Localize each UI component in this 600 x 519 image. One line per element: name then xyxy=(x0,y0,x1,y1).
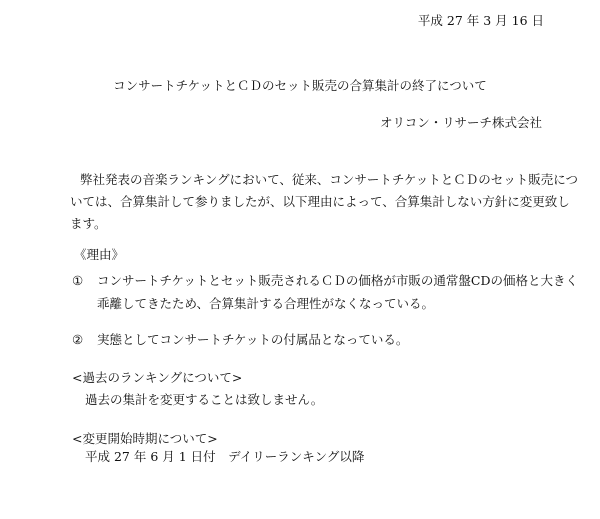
reason-1-line-2: 乖離してきたため、合算集計する合理性がなくなっている。 xyxy=(97,296,435,311)
body-paragraph-line-2-text: いては、合算集計して参りましたが、以下理由によって、合算集計しない方針に変更致し xyxy=(70,194,570,209)
document-title: コンサートチケットとＣＤのセット販売の合算集計の終了について xyxy=(113,78,487,93)
company-name: オリコン・リサーチ株式会社 xyxy=(379,115,542,130)
reasons-heading: 《理由》 xyxy=(74,247,125,262)
body-paragraph-line-1: 弊社発表の音楽ランキングにおいて、従来、コンサートチケットとＣＤのセット販売につ xyxy=(80,172,579,187)
reason-2-line-1: 実態としてコンサートチケットの付属品となっている。 xyxy=(97,332,409,347)
past-ranking-heading: <過去のランキングについて> xyxy=(72,370,243,385)
start-date-body: 平成 27 年 6 月 1 日付 デイリーランキング以降 xyxy=(85,449,365,464)
body-paragraph-line-3: ます。 xyxy=(70,216,107,231)
past-ranking-body: 過去の集計を変更することは致しません。 xyxy=(85,392,324,407)
reason-1-line-1: コンサートチケットとセット販売されるＣＤの価格が市販の通常盤CDの価格と大きく xyxy=(97,273,578,288)
start-date-heading: <変更開始時期について> xyxy=(72,431,218,446)
document-date: 平成 27 年 3 月 16 日 xyxy=(417,13,544,28)
body-paragraph-line-2 xyxy=(70,194,570,210)
reason-2-marker: ② xyxy=(72,332,84,347)
reason-1-marker: ① xyxy=(72,273,84,288)
